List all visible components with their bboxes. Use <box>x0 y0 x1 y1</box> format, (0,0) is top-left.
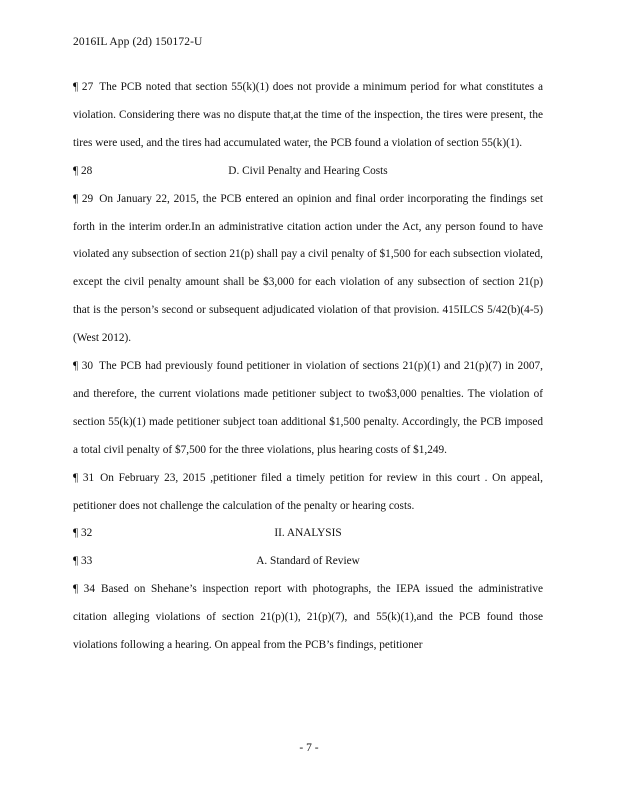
paragraph-number: ¶ 31 <box>73 471 95 484</box>
paragraph-number: ¶ 34 <box>73 583 95 596</box>
paragraph-number: ¶ 28 <box>73 164 93 177</box>
page-number-footer: - 7 - <box>299 742 319 754</box>
paragraph-text: The PCB had previously found petitioner in violation of sections 21(p)(1) and 21(p)(7) in 2007, and therefore, the current violations made petitioner subject to two$3,000 penalties. The violation of section 55(k)(1) made petitioner subject toan additional $1,500 penalty. Accordingly, the PCB imposed a total civil penalty of $7,500 for the three violations, plus hearing costs of $1,249. <box>73 360 543 456</box>
paragraph-30 <box>73 353 543 465</box>
paragraph-27 <box>73 74 543 158</box>
paragraph-32 <box>73 520 543 548</box>
paragraph-text: Based on Shehane’s inspection report with photographs, the IEPA issued the administrative citation alleging violations of section 21(p)(1), 21(p)(7), and 55(k)(1),and the PCB found those violations following a hearing. On appeal from the PCB’s findings, petitioner <box>73 583 543 652</box>
paragraph-34 <box>73 576 543 660</box>
paragraph-text: On February 23, 2015 ,petitioner filed a timely petition for review in this court . On appeal, petitioner does not challenge the calculation of the penalty or hearing costs. <box>73 471 543 512</box>
paragraph-33 <box>73 548 543 576</box>
paragraph-28 <box>73 158 543 186</box>
paragraph-31 <box>73 465 543 521</box>
section-heading-analysis: II. ANALYSIS <box>274 527 342 540</box>
paragraph-number: ¶ 32 <box>73 527 93 540</box>
paragraph-number: ¶ 33 <box>73 555 93 568</box>
case-number-header: 2016IL App (2d) 150172-U <box>73 36 203 48</box>
section-heading-civil-penalty: D. Civil Penalty and Hearing Costs <box>228 164 388 177</box>
document-body <box>73 74 543 660</box>
section-heading-standard-of-review: A. Standard of Review <box>256 555 360 568</box>
paragraph-text: The PCB noted that section 55(k)(1) does not provide a minimum period for what constitutes a violation. Considering there was no dispute that,at the time of the inspection, the tires were present, the tires were used, and the tires had accumulated water, the PCB found a violation of section 55(k)(1). <box>73 81 543 149</box>
paragraph-number: ¶ 29 <box>73 192 94 205</box>
paragraph-number: ¶ 27 <box>73 81 94 93</box>
paragraph-number: ¶ 30 <box>73 360 94 373</box>
paragraph-29 <box>73 186 543 353</box>
paragraph-text: On January 22, 2015, the PCB entered an opinion and final order incorporating the findings set forth in the interim order.In an administrative citation action under the Act, any person found to have violated any subsection of section 21(p) shall pay a civil penalty of $1,500 for each subsection violated, except the civil penalty amount shall be $3,000 for each violation of any subsection of section 21(p) that is the person’s second or subsequent adjudicated violation of that provision. 415ILCS 5/42(b)(4-5) (West 2012). <box>73 192 543 345</box>
